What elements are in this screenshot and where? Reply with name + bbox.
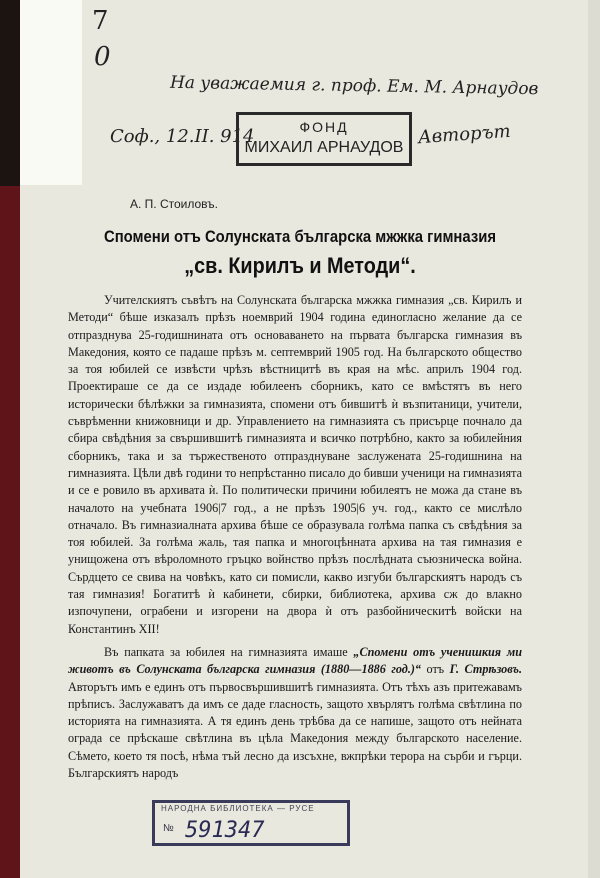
article-title-line2: „св. Кирилъ и Методи“. [184,253,416,278]
paragraph-2-mid: отъ [421,662,450,677]
paragraph-2-start: Въ папката за юбилея на гимназията имаше [104,644,354,659]
blank-flyleaf [20,0,82,185]
article-body [68,292,522,782]
red-binding-spine [0,186,22,878]
page-edge [588,0,600,878]
fund-stamp [236,112,412,166]
article-title-line1: Спомени отъ Солунската българска мжжка гимназия [103,228,497,246]
library-number-sign: № [163,823,174,834]
author-name: А. П. Стоиловъ. [130,197,218,211]
stamp-fund-name: МИХАИЛ АРНАУДОВ [244,139,404,156]
paragraph-2 [68,644,522,782]
stamp-fund-label: ФОНД [299,119,349,135]
memoir-title: „Спомени отъ ученишкия ми животъ въ Солунската българска гимназия (1880—1886 год.)“ [68,644,522,677]
library-stamp [152,800,350,846]
dedication-date: Соф., 12.II. 914 [110,126,255,147]
library-inventory-number: 591347 [185,818,265,843]
dedication-line: На уважаемия г. проф. Ем. М. Арнаудов [169,72,539,100]
margin-digit-a: 7 [92,6,109,36]
paragraph-2-end: Авторътъ имъ е единъ отъ първосвършившитѣ гимназията. Отъ тѣхъ азъ притежавамъ прѣписъ. Заслужаватъ да имъ се даде гласность, защото хвърлятъ голѣма свѣтлина по историята на гимназията. А тя единъ день трѣбва да се напише, защото отъ нейната ограда се прѣскаше свѣтлина въ цѣла Македония между българското население. Сѣмето, което тя посѣ, нѣма тъй лесно да изсъхне, вжпрѣки терора на сърби и гърци. Българскиятъ народъ [68,679,522,781]
memoir-author: Г. Стрѣзовъ. [449,662,523,677]
paragraph-1: Учителскиятъ съвѣтъ на Солунската българска мжжка гимназия „св. Кирилъ и Методи“ бѣше изказалъ прѣзъ ноемврий 1904 година единогласно желание да се отпразднува 25-годишнината отъ основаването на първата българска гимназия въ Македония, която се падаше прѣзъ м. септемврий 1905 год. На българското общество за тоя юбилей се извѣсти чрѣзъ вѣстницитѣ въ края на мѣс. априлъ 1904 год. Проектираше се да се издаде юбилеенъ сборникъ, като се вмѣстятъ въ него исторически бѣлѣжки за гимназията, спомени отъ бившитѣ ѝ възпитаници, учители, съврѣменни книжовници и др. Управлението на гимназията съ присърце почнало да сбира свѣдѣния за свършившитѣ гимназията и всичко потрѣбно, както за юбилейния сборникъ, така и за тържественото отпразднуване заслужената 25-годишнина на гимназията. Цѣли двѣ години то непрѣстанно писало до бивши ученици на гимназията и се е ровило въ архивата ѝ. По политически причини юбилеятъ не можа да стане въ началото на учебната 1906|7 год., а не прѣзъ 1905|6 уч. год., както се мислѣло отначало. Въ гимназиалната архива бѣше се образувала голѣма папка съ свѣдѣния за тоя юбилей. За голѣма жаль, тая папка и многоцѣнната архива на тая гимназия е унищожена отъ вѣроломното гръцко войнство прѣзъ послѣдната съюзническа война. Сърдцето се свива на човѣкъ, като си помисли, какво изгуби българскиятъ народъ съ тая гимназия! Богатитѣ ѝ кабинети, сбирки, библиотека, архива сж до влакно изпочупени, ограбени и изгорени на двора ѝ отъ разбойническитѣ войски на Константинъ XII! [68,293,522,636]
margin-digit-b: 0 [94,42,111,72]
dedication-signature: Авторът [417,120,512,149]
library-name: НАРОДНА БИБЛИОТЕКА — РУСЕ [161,804,315,813]
